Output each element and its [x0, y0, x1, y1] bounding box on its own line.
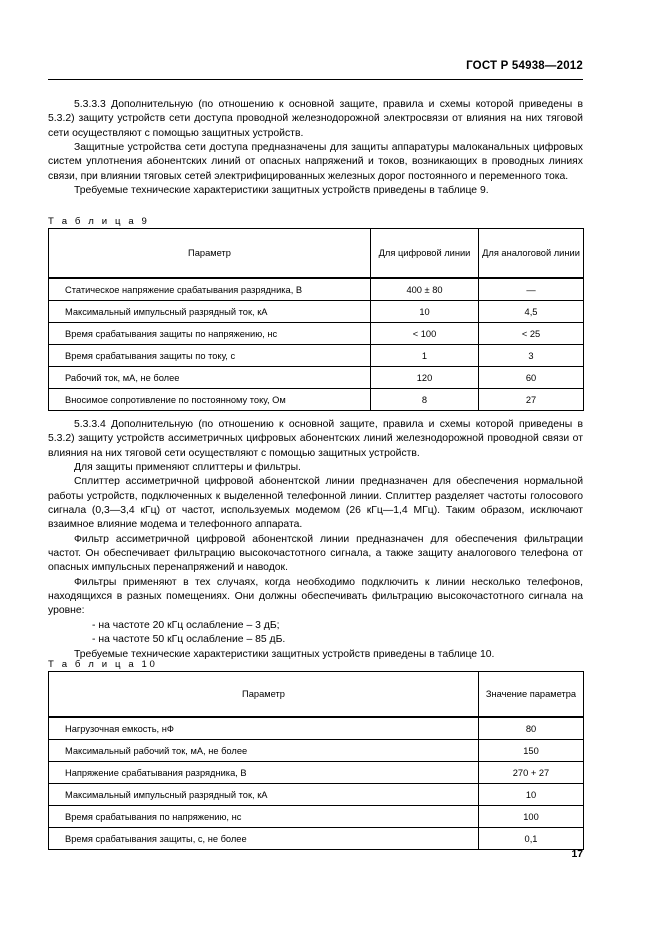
table-row — [49, 784, 584, 806]
table-10-cell: 0,1 — [479, 828, 584, 850]
paragraph-filter-usage: Фильтры применяют в тех случаях, когда необходимо подключить к линии несколько телефонов, находящихся в разных помещениях. Они должны обеспечивать фильтрацию высокочастотного сигнала на уровне: — [48, 576, 583, 617]
table-10-cell: Максимальный рабочий ток, мА, не более — [49, 740, 479, 762]
table-9-cell: 60 — [479, 367, 584, 389]
table-row — [49, 367, 584, 389]
table-9-cell: 400 ± 80 — [371, 278, 479, 301]
table-9-cell: Статическое напряжение срабатывания разрядника, В — [49, 278, 371, 301]
paragraph-filter-description: Фильтр ассиметричной цифровой абонентской линии предназначен для обеспечения фильтрации частот. Он обеспечивает фильтрацию высокочастотного сигнала, а также защиту аналогового телефона от опасных импульсных перенапряжений и наводок. — [48, 533, 583, 574]
table-9-col-analog: Для аналоговой линии — [479, 229, 584, 279]
table-10-cell: Нагрузочная емкость, нФ — [49, 717, 479, 740]
paragraph-table9-reference: Требуемые технические характеристики защитных устройств приведены в таблице 9. — [74, 185, 489, 197]
table-9-cell: < 25 — [479, 323, 584, 345]
table-10-cell: 100 — [479, 806, 584, 828]
table-9-cell: Вносимое сопротивление по постоянному току, Ом — [49, 389, 371, 411]
table-row — [49, 301, 584, 323]
paragraph-splitter-description: Сплиттер ассиметричной цифровой абонентской линии предназначен для обеспечения нормальной работы устройств, подключенных к выделенной телефонной линии. Сплиттер разделяет частоты голосового сигнала (0,3—3,4 кГц) от частот, используемых модемом (26 кГц—1,4 МГц). Таким образом, исключают взаимное влияние модема и телефонного аппарата. — [48, 476, 583, 531]
table-10-cell: 80 — [479, 717, 584, 740]
table-9-cell: Время срабатывания защиты по напряжению, нс — [49, 323, 371, 345]
table-9-cell: 3 — [479, 345, 584, 367]
paragraph-table10-reference: Требуемые технические характеристики защитных устройств приведены в таблице 10. — [74, 648, 495, 660]
table-row — [49, 762, 584, 784]
table-row — [49, 323, 584, 345]
table-9-cell: — — [479, 278, 584, 301]
table-9-caption: Т а б л и ц а 9 — [48, 216, 150, 227]
table-9-cell: 4,5 — [479, 301, 584, 323]
table-9-cell: 8 — [371, 389, 479, 411]
table-10-cell: Максимальный импульсный разрядный ток, кА — [49, 784, 479, 806]
table-10-cell: 10 — [479, 784, 584, 806]
table-9-cell: < 100 — [371, 323, 479, 345]
table-9-cell: Максимальный импульсный разрядный ток, кА — [49, 301, 371, 323]
table-10-cell: 270 + 27 — [479, 762, 584, 784]
table-9-cell: Рабочий ток, мА, не более — [49, 367, 371, 389]
table-9-header-row — [49, 229, 584, 279]
paragraph-splitters-filters: Для защиты применяют сплиттеры и фильтры. — [74, 462, 301, 474]
paragraph-protective-devices: Защитные устройства сети доступа предназначены для защиты аппаратуры малоканальных цифровых систем уплотнения абонентских линий от опасных напряжений и токов, возникающих в проводных линиях связи, при влиянии тяговых сетей электрифицированных железных дорог постоянного и переменного тока. — [48, 142, 583, 182]
table-9-col-parameter: Параметр — [49, 229, 371, 279]
body-block-1 — [48, 98, 583, 198]
page-number: 17 — [571, 849, 583, 860]
paragraph-5-3-3-4: 5.3.3.4 Дополнительную (по отношению к основной защите, правила и схемы которой приведены в 5.3.2) защиту устройств ассиметричных цифровых абонентских линий железнодорожной проводной связи от влияния на них тяговой сети осуществляют с помощью защитных устройств. — [48, 419, 583, 459]
table-10-col-parameter: Параметр — [49, 672, 479, 718]
table-9-col-digital: Для цифровой линии — [371, 229, 479, 279]
table-9-cell: 1 — [371, 345, 479, 367]
table-9-cell: Время срабатывания защиты по току, с — [49, 345, 371, 367]
table-10-col-value: Значение параметра — [479, 672, 584, 718]
table-10-cell: Напряжение срабатывания разрядника, В — [49, 762, 479, 784]
table-10-header-row — [49, 672, 584, 718]
list-item: - на частоте 50 кГц ослабление – 85 дБ. — [92, 634, 286, 646]
list-item: - на частоте 20 кГц ослабление – 3 дБ; — [92, 619, 280, 631]
table-10-caption: Т а б л и ц а 10 — [48, 659, 158, 670]
table-9 — [48, 228, 584, 411]
table-9-cell: 120 — [371, 367, 479, 389]
standard-designation-header: ГОСТ Р 54938—2012 — [466, 60, 583, 72]
header-rule — [48, 79, 583, 80]
table-row — [49, 278, 584, 301]
table-row — [49, 740, 584, 762]
table-row — [49, 345, 584, 367]
body-block-2 — [48, 418, 583, 662]
paragraph-5-3-3-3: 5.3.3.3 Дополнительную (по отношению к основной защите, правила и схемы которой приведены в 5.3.2) защиту устройств сети доступа проводной железнодорожной электросвязи от влияния на них тяговой сети осуществляют с помощью защитных устройств. — [48, 99, 583, 139]
table-row — [49, 717, 584, 740]
table-row — [49, 806, 584, 828]
table-9-cell: 27 — [479, 389, 584, 411]
table-9-cell: 10 — [371, 301, 479, 323]
table-10-cell: Время срабатывания по напряжению, нс — [49, 806, 479, 828]
table-10-cell: Время срабатывания защиты, с, не более — [49, 828, 479, 850]
table-10-cell: 150 — [479, 740, 584, 762]
table-row — [49, 828, 584, 850]
table-row — [49, 389, 584, 411]
table-10 — [48, 671, 584, 850]
